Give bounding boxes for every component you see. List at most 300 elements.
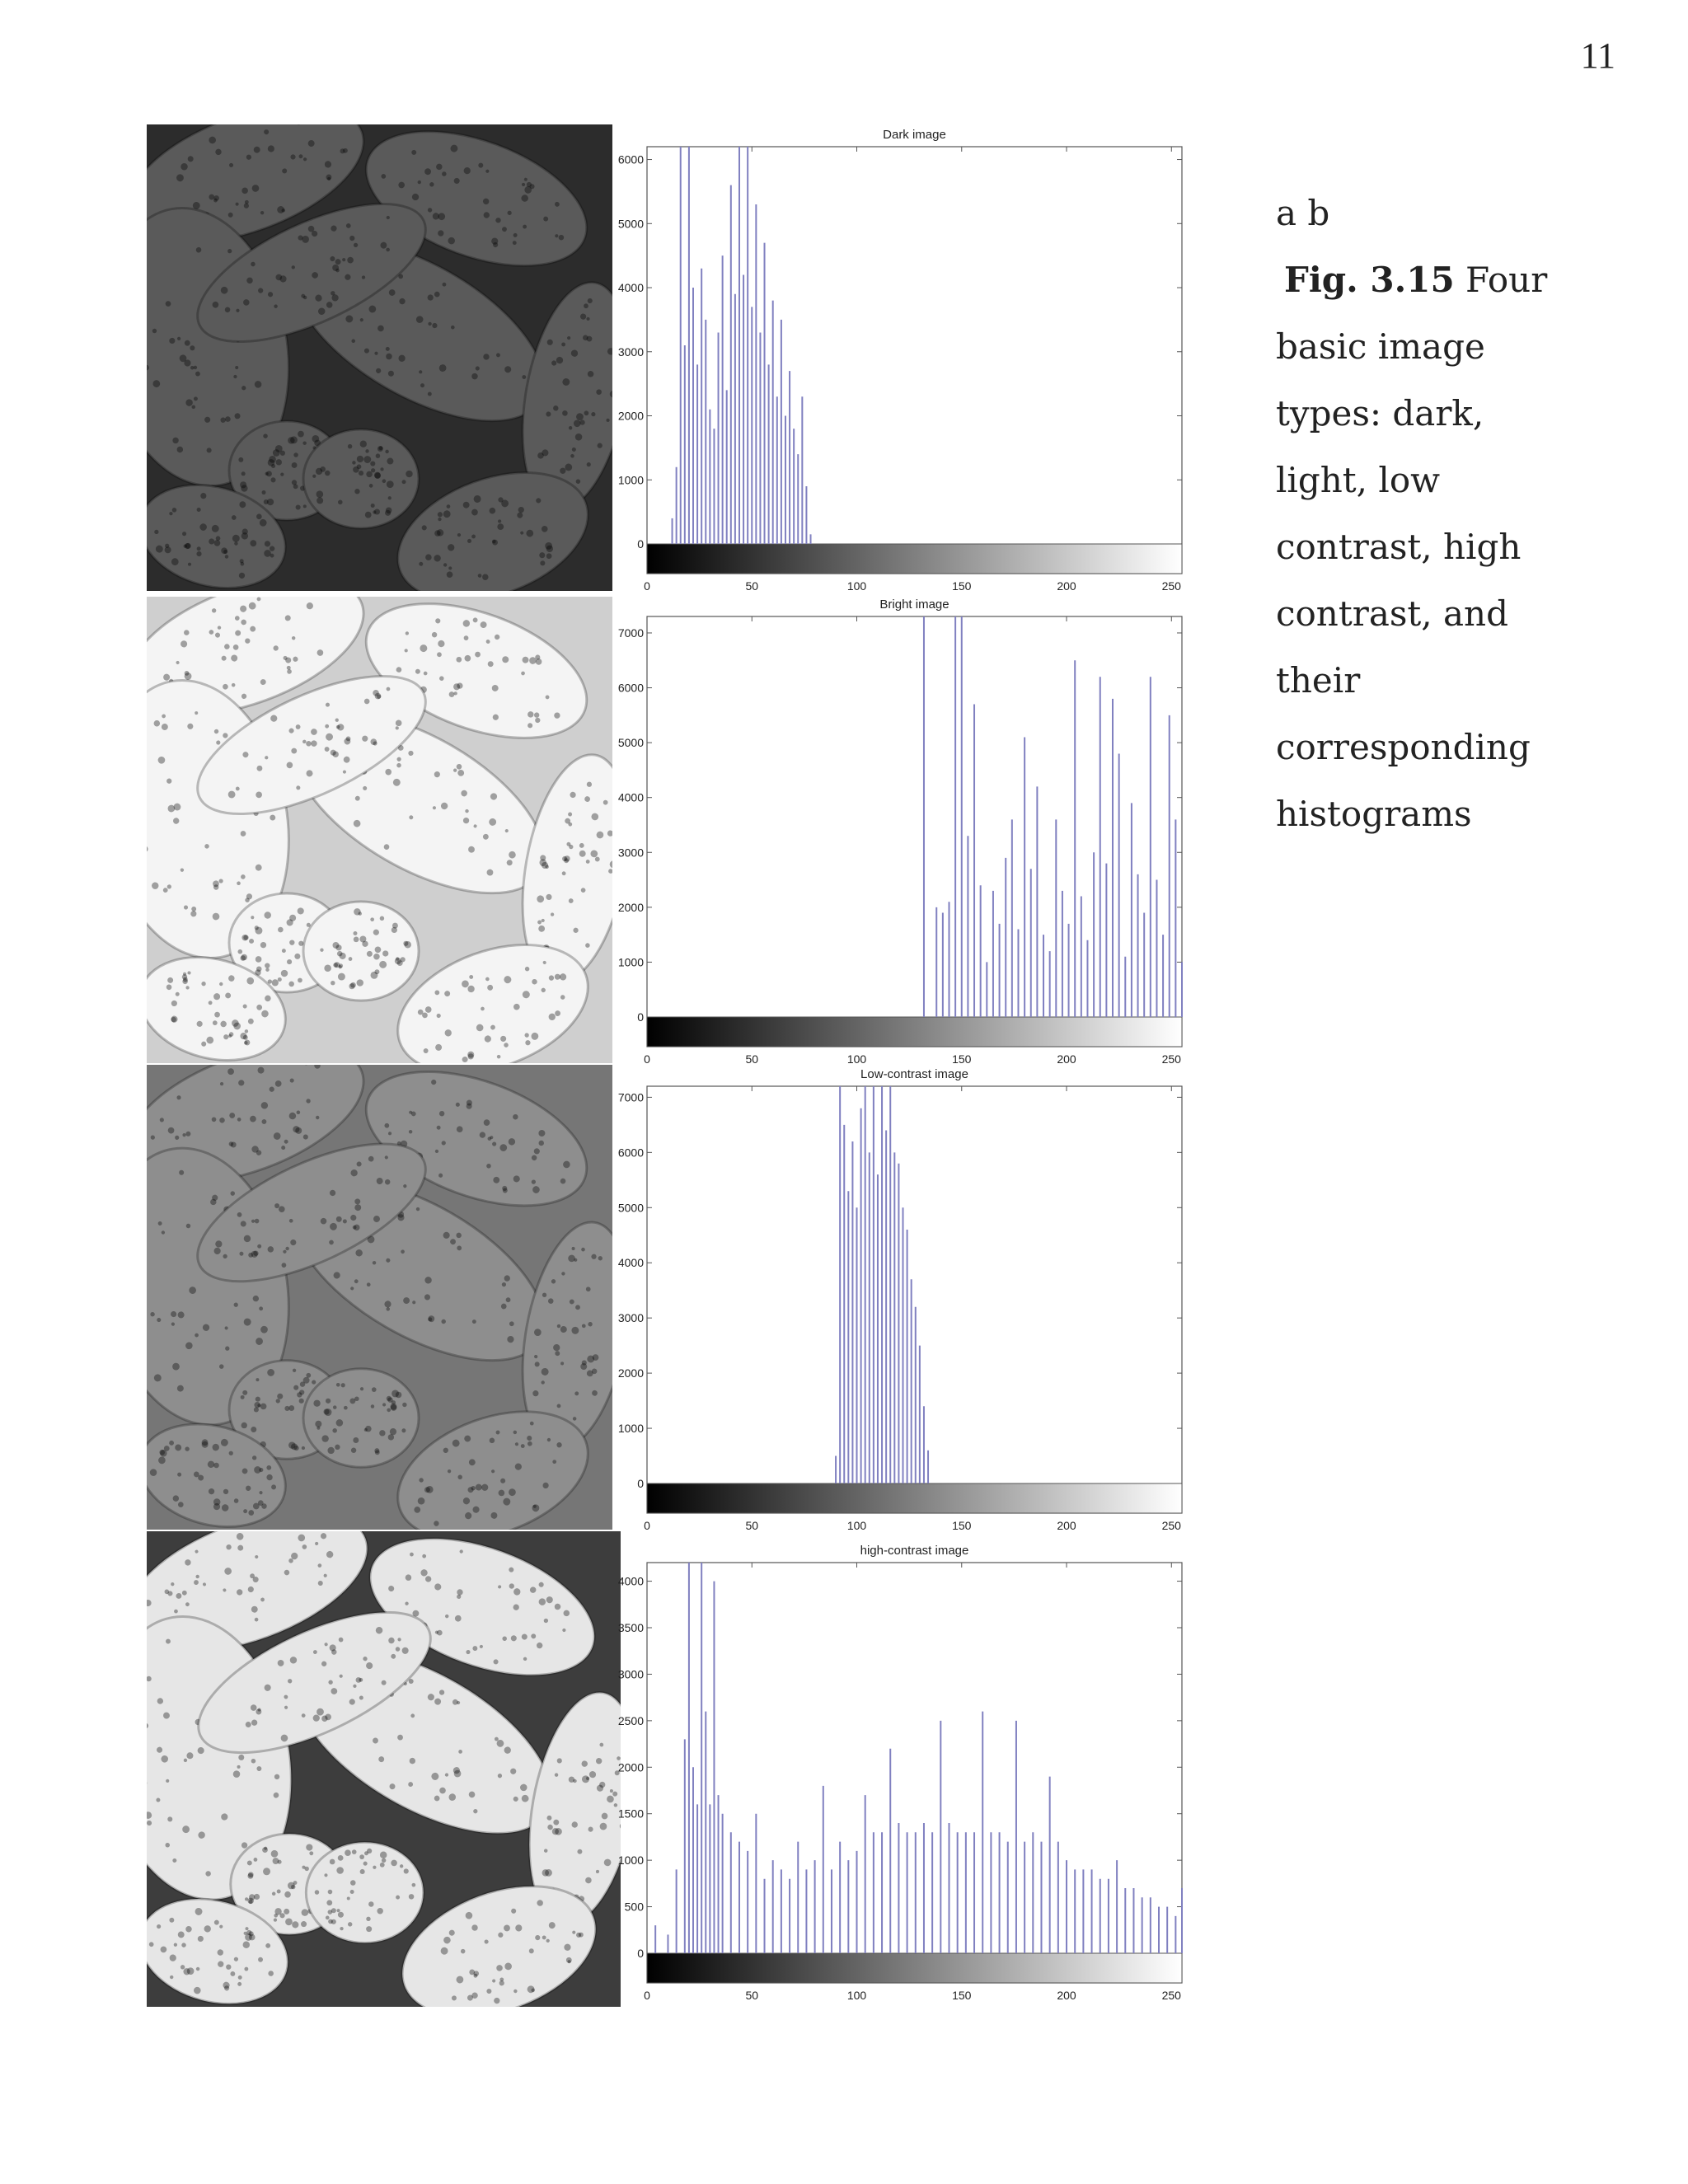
pollen-pore (302, 1446, 305, 1450)
y-tick-label: 1000 (617, 473, 644, 487)
x-tick-label: 100 (846, 1052, 867, 1066)
pollen-pore (375, 946, 382, 953)
pollen-pore (350, 1890, 354, 1894)
pollen-pore (363, 1862, 368, 1866)
pollen-pore (359, 1854, 364, 1859)
pollen-pore (333, 1405, 337, 1409)
pollen-pore (336, 1419, 344, 1427)
pollen-pore (357, 979, 363, 986)
x-tick-label: 250 (1161, 1519, 1181, 1532)
x-tick-label: 100 (846, 579, 867, 593)
pollen-pore (402, 480, 406, 484)
pollen-pore (324, 1873, 327, 1877)
pollen-pore (388, 1434, 394, 1440)
pollen-pore (402, 1403, 406, 1407)
pollen-grain (306, 1842, 423, 1943)
pollen-pore (269, 456, 276, 463)
pollen-pore (409, 1894, 415, 1900)
pollen-pore (298, 431, 304, 438)
pollen-pore (306, 1844, 312, 1850)
y-tick-label: 2000 (617, 1366, 644, 1380)
y-tick-label: 4000 (617, 790, 644, 804)
pollen-pore (354, 489, 359, 494)
pollen-pore (321, 1435, 328, 1441)
pollen-pore (371, 468, 375, 472)
plot-frame (647, 1563, 1182, 1983)
pollen-pore (312, 1380, 316, 1385)
x-tick-label: 150 (952, 1052, 972, 1066)
pollen-pore (298, 978, 302, 983)
pollen-grain (303, 1369, 419, 1468)
y-tick-label: 3000 (617, 344, 644, 359)
pollen-pore (401, 957, 406, 962)
pollen-pore (367, 1849, 372, 1854)
y-tick-label: 0 (637, 1010, 644, 1024)
pollen-pore (278, 927, 284, 933)
pollen-pore (241, 955, 246, 961)
pollen-pore (401, 1428, 406, 1432)
pollen-pore (271, 1850, 279, 1858)
pollen-pore (292, 1921, 298, 1928)
pollen-pore (386, 508, 392, 514)
pollen-pore (320, 949, 323, 952)
pollen-pore (380, 916, 384, 921)
pollen-pore (341, 1383, 345, 1387)
x-tick-label: 250 (1161, 1052, 1181, 1066)
intensity-gradient-strip (647, 1483, 1182, 1513)
pollen-pore (331, 981, 335, 985)
pollen-pore (316, 1427, 320, 1430)
pollen-pore (362, 941, 368, 947)
x-tick-label: 50 (745, 579, 759, 593)
x-tick-label: 0 (644, 1989, 650, 2002)
pollen-pore (256, 1397, 260, 1402)
y-tick-label: 0 (637, 537, 644, 551)
x-tick-label: 50 (745, 1052, 759, 1066)
page-number: 11 (1580, 35, 1615, 76)
pollen-pore (240, 481, 246, 488)
pollen-pore (320, 466, 326, 472)
x-tick-label: 150 (952, 1989, 972, 2002)
y-tick-label: 6000 (617, 152, 644, 166)
pollen-pore (375, 1450, 380, 1455)
y-tick-label: 4000 (617, 1574, 644, 1588)
x-tick-label: 150 (952, 1519, 972, 1532)
pollen-pore (372, 1387, 377, 1392)
pollen-pore (256, 1378, 259, 1381)
pollen-pore (262, 490, 266, 494)
pollen-pore (241, 471, 246, 476)
pollen-pore (249, 939, 254, 944)
pollen-pore (340, 1927, 343, 1930)
pollen-pore (267, 499, 274, 505)
y-tick-label: 0 (637, 1947, 644, 1960)
pollen-pore (365, 512, 372, 518)
pollen-pore (360, 1869, 365, 1874)
chart-title: high-contrast image (860, 1544, 969, 1558)
pollen-pore (335, 944, 341, 950)
pollen-pore (313, 1400, 320, 1407)
pollen-pore (366, 1926, 372, 1932)
pollen-pore (325, 471, 330, 476)
pollen-pore (359, 471, 363, 476)
figure-label: Fig. 3.15 (1284, 260, 1455, 300)
y-tick-label: 3000 (617, 1667, 644, 1681)
pollen-pore (241, 1422, 247, 1428)
pollen-pore (357, 456, 363, 462)
pollen-pore (267, 1369, 274, 1376)
pollen-pore (303, 1377, 310, 1384)
pollen-pore (387, 1408, 391, 1413)
pollen-pore (403, 941, 408, 946)
pollen-pore (278, 977, 282, 982)
pollen-pore (344, 1406, 348, 1410)
pollen-photo-low-contrast (147, 1065, 612, 1530)
pollen-pore (277, 1394, 283, 1399)
chart-title: Dark image (883, 128, 946, 142)
pollen-pore (400, 1864, 403, 1868)
pollen-pore (302, 1909, 308, 1915)
pollen-pore (327, 1447, 334, 1454)
pollen-pore (335, 1445, 340, 1450)
pollen-pore (281, 970, 288, 977)
pollen-pore (241, 935, 247, 940)
y-tick-label: 3500 (617, 1621, 644, 1634)
pollen-pore (370, 461, 375, 466)
pollen-pore (302, 442, 306, 445)
pollen-pore (359, 912, 362, 915)
pollen-pore (332, 1428, 337, 1433)
pollen-pore (404, 1868, 409, 1873)
figure-caption (1276, 180, 1556, 847)
pollen-pore (373, 930, 379, 935)
pollen-pore (298, 907, 304, 914)
pollen-pore (247, 1860, 252, 1865)
y-tick-label: 3000 (617, 1311, 644, 1325)
pollen-pore (272, 979, 279, 986)
pollen-pore (256, 956, 262, 963)
pollen-pore (360, 441, 367, 448)
pollen-pore (382, 950, 388, 956)
pollen-pore (323, 1408, 329, 1414)
pollen-pore (347, 1896, 350, 1900)
pollen-pore (391, 1860, 397, 1867)
x-tick-label: 0 (644, 1052, 650, 1066)
chart-title: Low-contrast image (860, 1067, 968, 1081)
pollen-pore (390, 1404, 396, 1410)
pollen-pore (291, 1443, 298, 1450)
y-tick-label: 6000 (617, 1146, 644, 1160)
pollen-pore (363, 456, 371, 463)
pollen-pore (292, 462, 298, 468)
pollen-pore (305, 1867, 309, 1871)
pollen-pore (338, 1855, 344, 1861)
intensity-gradient-strip (647, 1953, 1182, 1983)
y-tick-label: 4000 (617, 281, 644, 295)
pollen-pore (276, 459, 282, 465)
pollen-pore (396, 1896, 400, 1900)
pollen-pore (388, 496, 392, 499)
x-tick-label: 50 (745, 1989, 759, 2002)
pollen-pore (373, 1866, 376, 1869)
pollen-pore (379, 1430, 385, 1436)
pollen-pore (336, 1909, 340, 1912)
pollen-pore (328, 1910, 333, 1915)
pollen-photo-bright (147, 597, 612, 1063)
pollen-pore (367, 951, 373, 957)
pollen-pore (287, 959, 292, 964)
plot-frame (647, 616, 1182, 1047)
pollen-pore (263, 1868, 270, 1875)
pollen-pore (377, 1908, 382, 1914)
pollen-pore (348, 444, 353, 449)
pollen-pore (254, 1407, 259, 1412)
pollen-pore (288, 437, 294, 443)
histogram-low-contrast (610, 1065, 1187, 1533)
pollen-pore (256, 966, 261, 971)
pollen-pore (392, 923, 398, 929)
x-tick-label: 100 (846, 1519, 867, 1532)
pollen-pore (387, 480, 394, 488)
pollen-pore (274, 1918, 277, 1921)
y-tick-label: 7000 (617, 1090, 644, 1104)
pollen-pore (377, 446, 383, 452)
x-tick-label: 200 (1057, 1519, 1076, 1532)
pollen-pore (266, 471, 272, 476)
pollen-pore (412, 1883, 416, 1887)
pollen-pore (276, 1399, 280, 1403)
pollen-photo-high-contrast (147, 1531, 621, 2007)
pollen-pore (379, 961, 387, 968)
pollen-pore (294, 954, 300, 959)
pollen-pore (382, 1403, 386, 1406)
y-tick-label: 2000 (617, 409, 644, 423)
pollen-pore (315, 1421, 321, 1427)
pollen-pore (306, 1373, 311, 1378)
pollen-pore (352, 1849, 357, 1854)
pollen-pore (385, 450, 388, 453)
pollen-pore (274, 1914, 278, 1918)
y-tick-label: 500 (624, 1900, 644, 1914)
histogram-high-contrast (610, 1541, 1187, 2003)
pollen-pore (284, 1891, 291, 1898)
pollen-pore (238, 457, 243, 462)
pollen-pore (299, 1399, 304, 1404)
pollen-pore (316, 497, 323, 504)
pollen-pore (284, 1909, 289, 1915)
y-tick-label: 6000 (617, 681, 644, 695)
y-tick-label: 4000 (617, 1256, 644, 1270)
x-tick-label: 200 (1057, 579, 1076, 593)
pollen-pore (339, 965, 342, 968)
pollen-pore (396, 957, 399, 960)
pollen-pore (287, 919, 293, 926)
x-tick-label: 100 (846, 1989, 867, 2002)
pollen-pore (309, 1851, 313, 1855)
pollen-pore (380, 1863, 385, 1868)
pollen-pore (296, 504, 301, 509)
pollen-pore (390, 1428, 396, 1435)
x-tick-label: 0 (644, 579, 650, 593)
pollen-pore (338, 973, 345, 981)
pollen-pore (254, 1402, 260, 1408)
pollen-pore (366, 471, 372, 477)
pollen-pore (289, 940, 294, 945)
pollen-pore (316, 490, 324, 498)
pollen-pore (392, 1390, 399, 1397)
pollen-pore (326, 1399, 331, 1404)
pollen-pore (277, 1890, 281, 1894)
pollen-pore (293, 452, 298, 457)
pollen-pore (368, 1901, 373, 1906)
y-tick-label: 2000 (617, 900, 644, 914)
pollen-pore (345, 1849, 351, 1856)
y-tick-label: 1000 (617, 1854, 644, 1868)
pollen-pore (280, 451, 285, 456)
pollen-pore (366, 1917, 370, 1921)
plot-frame (647, 1086, 1182, 1513)
pollen-pore (349, 957, 353, 961)
pollen-pore (288, 982, 294, 987)
chart-title: Bright image (879, 598, 950, 612)
y-tick-label: 5000 (617, 1201, 644, 1215)
pollen-pore (273, 1858, 279, 1864)
pollen-pore (380, 467, 383, 471)
x-tick-label: 50 (745, 1519, 759, 1532)
pollen-pore (293, 1881, 298, 1885)
pollen-pore (293, 1369, 296, 1372)
pollen-pore (326, 1900, 332, 1905)
pollen-pore (371, 1404, 374, 1408)
pollen-pore (260, 1404, 267, 1410)
pollen-pore (338, 1912, 344, 1918)
pollen-pore (265, 963, 270, 968)
x-tick-label: 200 (1057, 1052, 1076, 1066)
pollen-pore (264, 1847, 267, 1850)
pollen-pore (265, 968, 269, 972)
pollen-pore (326, 1916, 330, 1920)
pollen-pore (370, 917, 374, 921)
pollen-pore (303, 504, 307, 508)
pollen-pore (354, 936, 359, 942)
pollen-pore (387, 458, 393, 465)
y-tick-label: 0 (637, 1477, 644, 1490)
pollen-pore (331, 1919, 336, 1924)
y-tick-label: 1000 (617, 955, 644, 969)
y-tick-label: 5000 (617, 217, 644, 231)
pollen-pore (353, 931, 357, 935)
pollen-pore (338, 500, 343, 505)
pollen-pore (292, 480, 297, 485)
pollen-pore (242, 1390, 247, 1395)
y-tick-label: 1500 (617, 1807, 644, 1821)
intensity-gradient-strip (647, 1017, 1182, 1047)
y-tick-label: 2500 (617, 1713, 644, 1727)
pollen-pore (270, 477, 275, 482)
pollen-pore (282, 949, 286, 953)
pollen-pore (299, 1390, 304, 1394)
histogram-bright (610, 595, 1187, 1066)
pollen-pore (254, 1894, 260, 1900)
pollen-pore (348, 1922, 352, 1926)
pollen-pore (374, 509, 380, 514)
pollen-pore (357, 464, 362, 469)
x-tick-label: 200 (1057, 1989, 1076, 2002)
pollen-pore (237, 949, 242, 954)
pollen-pore (373, 954, 380, 960)
pollen-pore (349, 983, 354, 989)
pollen-pore (387, 1396, 392, 1401)
pollen-pore (382, 479, 387, 483)
pollen-pore (260, 942, 266, 948)
pollen-pore (272, 1892, 275, 1896)
pollen-pore (263, 434, 268, 438)
pollen-pore (241, 1395, 245, 1399)
pollen-pore (360, 1387, 363, 1390)
pollen-pore (288, 1405, 294, 1411)
pollen-pore (251, 916, 254, 919)
y-tick-label: 7000 (617, 626, 644, 640)
pollen-photo-dark (147, 124, 612, 591)
x-tick-label: 250 (1161, 1989, 1181, 2002)
pollen-pore (376, 453, 381, 458)
y-tick-label: 1000 (617, 1422, 644, 1436)
pollen-pore (406, 471, 412, 477)
pollen-pore (374, 472, 381, 479)
pollen-pore (328, 1890, 333, 1895)
pollen-pore (312, 475, 316, 478)
pollen-pore (280, 472, 284, 476)
pollen-pore (382, 1858, 386, 1863)
pollen-pore (293, 1385, 298, 1390)
pollen-pore (352, 461, 355, 464)
pollen-pore (371, 504, 375, 508)
panel-letters: a b (1276, 193, 1330, 233)
pollen-pore (374, 969, 379, 974)
pollen-pore (247, 1873, 253, 1879)
y-tick-label: 3000 (617, 846, 644, 860)
pollen-pore (264, 912, 270, 918)
pollen-pore (350, 1880, 356, 1886)
pollen-pore (340, 953, 346, 959)
pollen-pore (351, 1448, 356, 1453)
pollen-pore (336, 1867, 344, 1874)
pollen-pore (336, 1383, 340, 1387)
pollen-pore (291, 1885, 295, 1889)
x-tick-label: 250 (1161, 579, 1181, 593)
pollen-pore (301, 1921, 307, 1927)
pollen-pore (315, 1890, 320, 1895)
pollen-pore (285, 1918, 293, 1925)
histogram-dark (610, 125, 1187, 593)
x-tick-label: 150 (952, 579, 972, 593)
pollen-pore (380, 1851, 387, 1858)
intensity-gradient-strip (647, 544, 1182, 574)
pollen-pore (330, 1859, 335, 1865)
pollen-pore (365, 1426, 372, 1432)
x-tick-label: 0 (644, 1519, 650, 1532)
pollen-pore (255, 927, 262, 935)
pollen-pore (247, 1898, 253, 1904)
pollen-pore (365, 449, 368, 452)
pollen-pore (251, 1427, 256, 1432)
pollen-pore (324, 964, 331, 972)
caption-text: Four basic image types: dark, light, low contrast, high contrast, and their corresponding histograms (1276, 260, 1548, 834)
pollen-pore (354, 1396, 359, 1401)
pollen-pore (353, 1437, 359, 1443)
pollen-pore (369, 484, 373, 488)
y-tick-label: 5000 (617, 736, 644, 750)
